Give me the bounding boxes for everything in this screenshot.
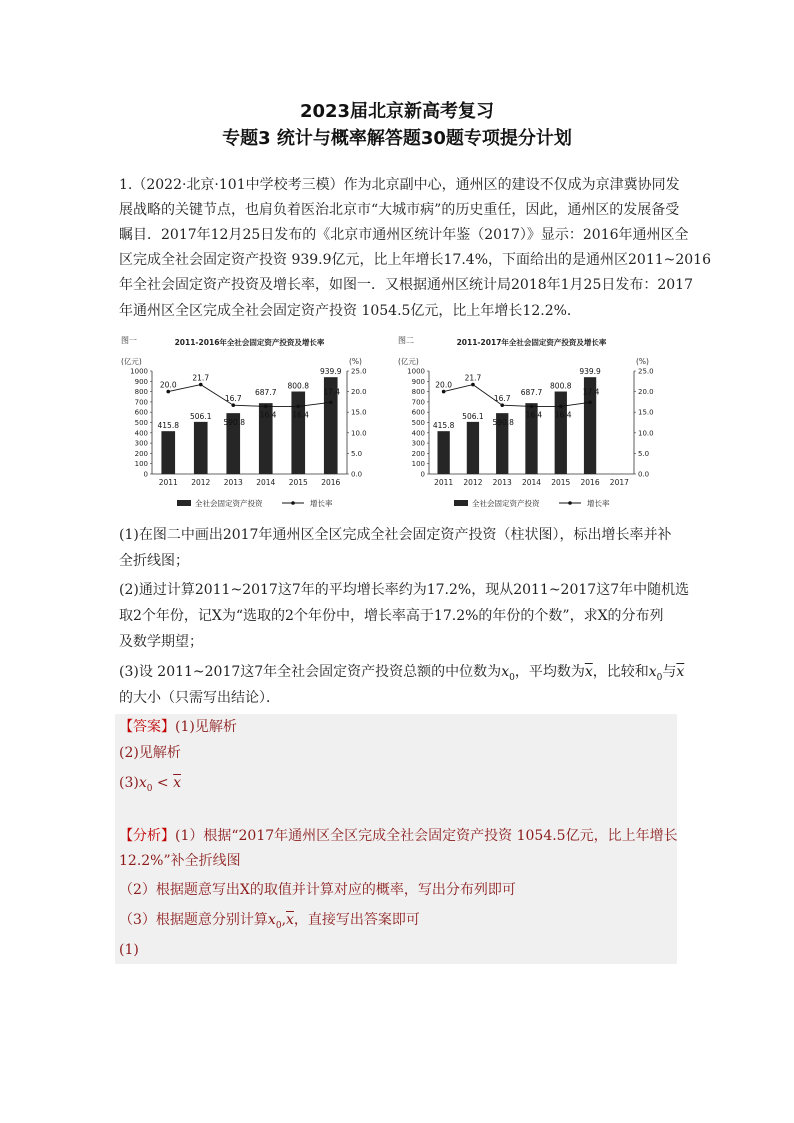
x-tick-label: 2015 — [288, 478, 308, 487]
bar-value-label: 939.9 — [320, 367, 342, 377]
right-tick-label: 15.0 — [638, 408, 654, 417]
page-subtitle: 专题3 统计与概率解答题30题专项提分计划 — [222, 128, 572, 149]
figure-label: 图一 — [121, 336, 137, 345]
bar-value-label: 506.1 — [190, 411, 212, 421]
x0-subscript: 0 — [275, 920, 282, 931]
left-tick-label: 500 — [411, 419, 425, 427]
right-tick-label: 10.0 — [638, 429, 654, 438]
x-tick-label: 2016 — [580, 478, 600, 487]
x0-symbol: x — [267, 912, 276, 928]
growth-rate-point — [199, 383, 203, 387]
investment-bar — [555, 392, 567, 474]
analysis-text: (1）根据“2017年通州区全区完成全社会固定资产投资 1054.5亿元，比上年增长 — [175, 828, 678, 844]
legend-line-marker — [568, 501, 572, 505]
bar-value-label: 506.1 — [462, 411, 484, 421]
page-title: 2023届北京新高考复习 — [299, 101, 495, 122]
bar-value-label: 415.8 — [432, 421, 455, 431]
left-tick-label: 0 — [143, 470, 148, 479]
xbar-symbol: $\overline{x}$ — [584, 664, 593, 680]
growth-rate-label: 20.0 — [435, 380, 452, 390]
left-tick-label: 600 — [411, 408, 425, 417]
investment-bar — [161, 431, 175, 474]
investment-bar — [437, 431, 449, 474]
q3-text: ，比较和 — [592, 664, 649, 680]
question-1-line: (1)在图二中画出2017年通州区全区完成全社会固定资产投资（柱状图），标出增长率并补 — [119, 527, 672, 543]
left-tick-label: 900 — [411, 377, 425, 386]
question-3-line: 的大小（只需写出结论）． — [119, 690, 280, 706]
x-tick-label: 2014 — [256, 478, 276, 487]
left-tick-label: 600 — [134, 408, 148, 417]
x-tick-label: 2012 — [463, 478, 483, 487]
legend-line-marker — [291, 501, 295, 505]
analysis-line — [119, 826, 678, 846]
x0-symbol: x — [501, 664, 510, 680]
left-tick-label: 800 — [411, 388, 425, 397]
growth-rate-label: 20.0 — [159, 380, 177, 390]
x-tick-label: 2014 — [521, 478, 542, 487]
x-tick-label: 2011 — [158, 478, 178, 487]
left-tick-label: 300 — [411, 439, 425, 448]
answer-line — [119, 717, 237, 737]
left-tick-label: 700 — [134, 398, 148, 407]
left-tick-label: 1000 — [407, 367, 425, 376]
left-axis-unit: (亿元) — [398, 357, 419, 366]
growth-rate-point — [329, 401, 333, 405]
growth-rate-point — [296, 405, 300, 409]
bar-value-label: 687.7 — [255, 388, 277, 398]
bar-value-label: 590.8 — [492, 418, 514, 428]
investment-bar — [467, 422, 479, 474]
comma: , — [281, 912, 287, 928]
bar-value-label: 415.8 — [157, 421, 179, 431]
right-tick-label: 10.0 — [351, 429, 367, 438]
x0-symbol: x — [648, 664, 657, 680]
growth-rate-label: 21.7 — [192, 373, 210, 383]
xbar-symbol: $\overline{x}$ — [173, 775, 182, 791]
bar-value-label: 590.8 — [223, 418, 245, 428]
analysis-line: 12.2%”补全折线图 — [119, 853, 241, 869]
x0-subscript: 0 — [509, 672, 515, 683]
right-axis-unit: (%) — [349, 357, 362, 366]
legend-label: 增长率 — [587, 499, 610, 508]
analysis-text: ，直接写出答案即可 — [293, 912, 420, 928]
chart-figure-2 — [396, 333, 668, 518]
left-tick-label: 500 — [134, 419, 148, 427]
intro-line: 瞩目．2017年12月25日发布的《北京市通州区统计年鉴（2017）》显示：2016年通州区全 — [119, 227, 689, 243]
left-tick-label: 1000 — [130, 367, 148, 376]
growth-rate-label: 16.4 — [554, 410, 572, 420]
analysis-bracket: 【分析】 — [119, 828, 175, 844]
figure-label: 图二 — [398, 336, 414, 345]
q3-text: (3)设 2011~2017这7年全社会固定资产投资总额的中位数为 — [119, 664, 502, 680]
left-tick-label: 800 — [134, 388, 148, 397]
intro-line: 区完成全社会固定资产投资 939.9亿元，比上年增长17.4%，下面给出的是通州区2011~2016 — [119, 252, 711, 268]
right-axis-unit: (%) — [636, 357, 649, 366]
left-tick-label: 300 — [134, 439, 148, 448]
analysis-line: （2）根据题意写出X的取值并计算对应的概率，写出分布列即可 — [119, 882, 516, 898]
legend-bar-swatch — [177, 500, 191, 506]
answer-1: (1)见解析 — [175, 719, 237, 735]
growth-rate-point — [588, 401, 592, 405]
growth-rate-label: 16.4 — [292, 410, 309, 420]
investment-bar — [194, 422, 208, 474]
growth-rate-label: 16.4 — [525, 410, 543, 420]
chart-figure-1 — [119, 333, 381, 518]
growth-rate-label: 16.7 — [224, 394, 242, 404]
right-tick-label: 0.0 — [351, 470, 363, 479]
growth-rate-point — [231, 403, 235, 407]
analysis-text: （3）根据题意分别计算 — [119, 912, 268, 928]
left-tick-label: 400 — [134, 429, 148, 438]
bar-value-label: 800.8 — [550, 381, 572, 391]
growth-rate-point — [442, 390, 446, 394]
intro-line: 年通州区全区完成全社会固定资产投资 1054.5亿元，比上年增长12.2%． — [119, 303, 581, 319]
growth-rate-label: 16.7 — [493, 394, 511, 404]
less-than: < — [152, 775, 174, 791]
answer-bracket: 【答案】 — [119, 719, 175, 735]
analysis-line — [119, 910, 420, 936]
x-tick-label: 2015 — [551, 478, 571, 487]
left-tick-label: 900 — [134, 377, 148, 386]
growth-rate-label: 17.4 — [582, 387, 600, 397]
growth-rate-point — [500, 403, 504, 407]
q3-text: 与 — [662, 664, 677, 680]
answer-2: (2)见解析 — [119, 745, 181, 761]
legend-bar-swatch — [454, 500, 468, 506]
bar-value-label: 800.8 — [287, 381, 309, 391]
legend-label: 全社会固定资产投资 — [195, 499, 263, 508]
investment-bar — [291, 392, 305, 474]
x-tick-label: 2013 — [223, 478, 243, 487]
analysis-line: (1) — [119, 942, 139, 958]
growth-rate-label: 17.4 — [323, 387, 341, 397]
right-tick-label: 5.0 — [351, 449, 363, 458]
growth-rate-point — [471, 383, 475, 387]
q3-text: ，平均数为 — [514, 664, 585, 680]
left-tick-label: 200 — [411, 449, 425, 458]
x-tick-label: 2012 — [191, 478, 211, 487]
question-2-line: 取2个年份，记X为“选取的2个年份中，增长率高于17.2%的年份的个数”，求X的分布列 — [119, 608, 664, 624]
left-axis-unit: (亿元) — [121, 357, 142, 366]
growth-rate-point — [264, 405, 268, 409]
bar-value-label: 687.7 — [520, 388, 543, 398]
left-tick-label: 400 — [411, 429, 425, 438]
intro-line: 展战略的关键节点，也肩负着医治北京市“大城市病”的历史重任，因此，通州区的发展备受 — [119, 202, 680, 218]
right-tick-label: 0.0 — [638, 470, 650, 479]
answer-3-prefix: (3) — [119, 775, 139, 791]
chart-title: 2011-2017年全社会固定资产投资及增长率 — [456, 338, 607, 347]
growth-rate-label: 21.7 — [464, 373, 482, 383]
left-tick-label: 100 — [411, 460, 425, 469]
growth-rate-point — [166, 390, 170, 394]
right-tick-label: 20.0 — [638, 388, 654, 397]
x0-symbol: x — [138, 775, 147, 791]
right-tick-label: 5.0 — [638, 449, 650, 458]
growth-rate-point — [559, 405, 563, 409]
chart-title: 2011-2016年全社会固定资产投资及增长率 — [174, 338, 325, 347]
right-tick-label: 25.0 — [638, 367, 654, 376]
x0-subscript: 0 — [656, 672, 663, 683]
x-tick-label: 2017 — [609, 478, 629, 487]
x-tick-label: 2011 — [434, 478, 454, 487]
question-2-line: (2)通过计算2011~2017这7年的平均增长率约为17.2%，现从2011~2017这7年中随机选 — [119, 582, 690, 598]
x-tick-label: 2016 — [321, 478, 341, 487]
left-tick-label: 100 — [134, 460, 148, 469]
right-tick-label: 25.0 — [351, 367, 367, 376]
bar-value-label: 939.9 — [579, 367, 601, 377]
question-2-line: 及数学期望； — [119, 634, 203, 650]
left-tick-label: 0 — [420, 470, 425, 479]
right-tick-label: 20.0 — [351, 388, 367, 397]
growth-rate-point — [530, 405, 534, 409]
left-tick-label: 200 — [134, 449, 148, 458]
x0-subscript: 0 — [146, 783, 153, 794]
x-tick-label: 2013 — [492, 478, 512, 487]
intro-line: 年全社会固定资产投资及增长率，如图一．又根据通州区统计局2018年1月25日发布：2017 — [119, 277, 693, 293]
growth-rate-label: 16.4 — [259, 410, 277, 420]
legend-label: 增长率 — [310, 499, 333, 508]
xbar-symbol: $\overline{x}$ — [676, 664, 685, 680]
question-1-line: 全折线图； — [119, 553, 189, 569]
answer-3 — [119, 773, 181, 799]
xbar-symbol: $\overline{x}$ — [286, 912, 294, 928]
intro-line: 1.（2022·北京·101中学校考三模）作为北京副中心，通州区的建设不仅成为京津冀协同发 — [119, 177, 680, 193]
legend-label: 全社会固定资产投资 — [472, 499, 540, 508]
right-tick-label: 15.0 — [351, 408, 367, 417]
left-tick-label: 700 — [411, 398, 425, 407]
